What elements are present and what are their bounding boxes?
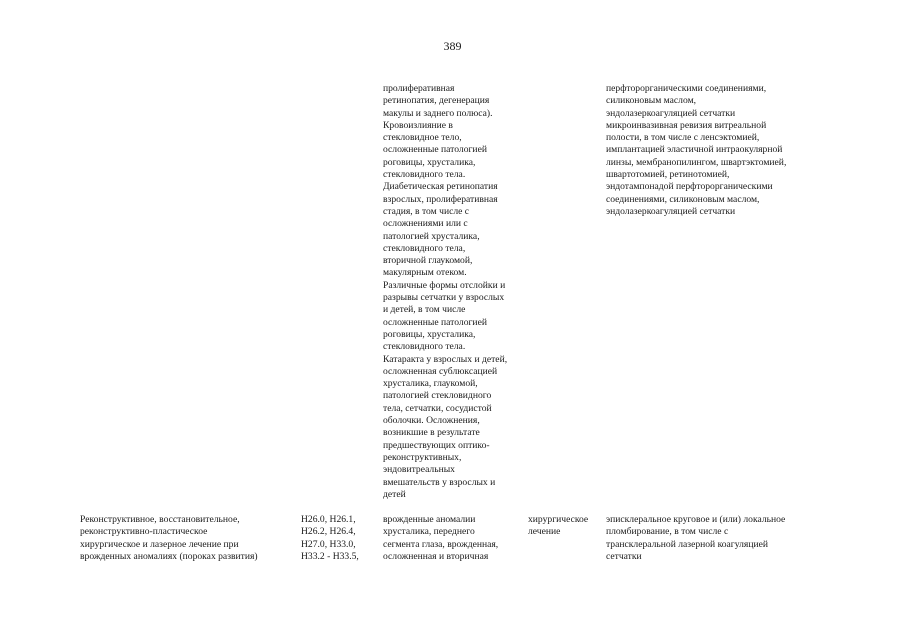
diagnosis-cell: врожденные аномалии хрусталика, переднего сегмента глаза, врожденная, осложненная и вторичная	[383, 514, 499, 562]
treatment-method-cell: эписклеральное круговое и (или) локальное пломбирование, в том числе с трансклеральной лазерной коагуляцией сетчатки	[606, 514, 786, 562]
treatment-profile-cell: Реконструктивное, восстановительное, реконструктивно-пластическое хирургическое и лазерное лечение при врожденных аномалиях (пороках развития)	[80, 514, 258, 562]
icd-codes-cell: H26.0, H26.1, H26.2, H26.4, H27.0, H33.0, H33.2 - H33.5,	[301, 514, 359, 562]
diagnosis-cell-continued: пролиферативная ретинопатия, дегенерация макулы и заднего полюса). Кровоизлияние в стекловидное тело, осложненные патологией роговицы, хрусталика, стекловидного тела. Диабетическая ретинопатия взрослых, пролиферативная стадия, в том числе с осложнениями или с патологией хрусталика, стекловидного тела, вторичной глаукомой, макулярным отеком. Различные формы отслойки и разрывы сетчатки у взрослых и детей, в том числе осложненные патологией роговицы, хрусталика, стекловидного тела. Катаракта у взрослых и детей, осложненная сублюксацией хрусталика, глаукомой, патологией стекловидного тела, сетчатки, сосудистой оболочки. Осложнения, возникшие в результате предшествующих оптико- реконструктивных, эндовитреальных вмешательств у взрослых и детей	[383, 83, 508, 500]
page-number: 389	[443, 39, 462, 53]
treatment-type-cell: хирургическое лечение	[528, 514, 589, 538]
treatment-method-cell-continued: перфторорганическими соединениями, силиконовым маслом, эндолазеркоагуляцией сетчатки микроинвазивная ревизия витреальной полости, в том числе с ленсэктомией, имплантацией эластичной интраокулярной линзы, мембранопилингом, швартэктомией, швартотомией, ретинотомией, эндотампонадой перфторорганическими соединениями, силиконовым маслом, эндолазеркоагуляцией сетчатки	[606, 83, 787, 217]
